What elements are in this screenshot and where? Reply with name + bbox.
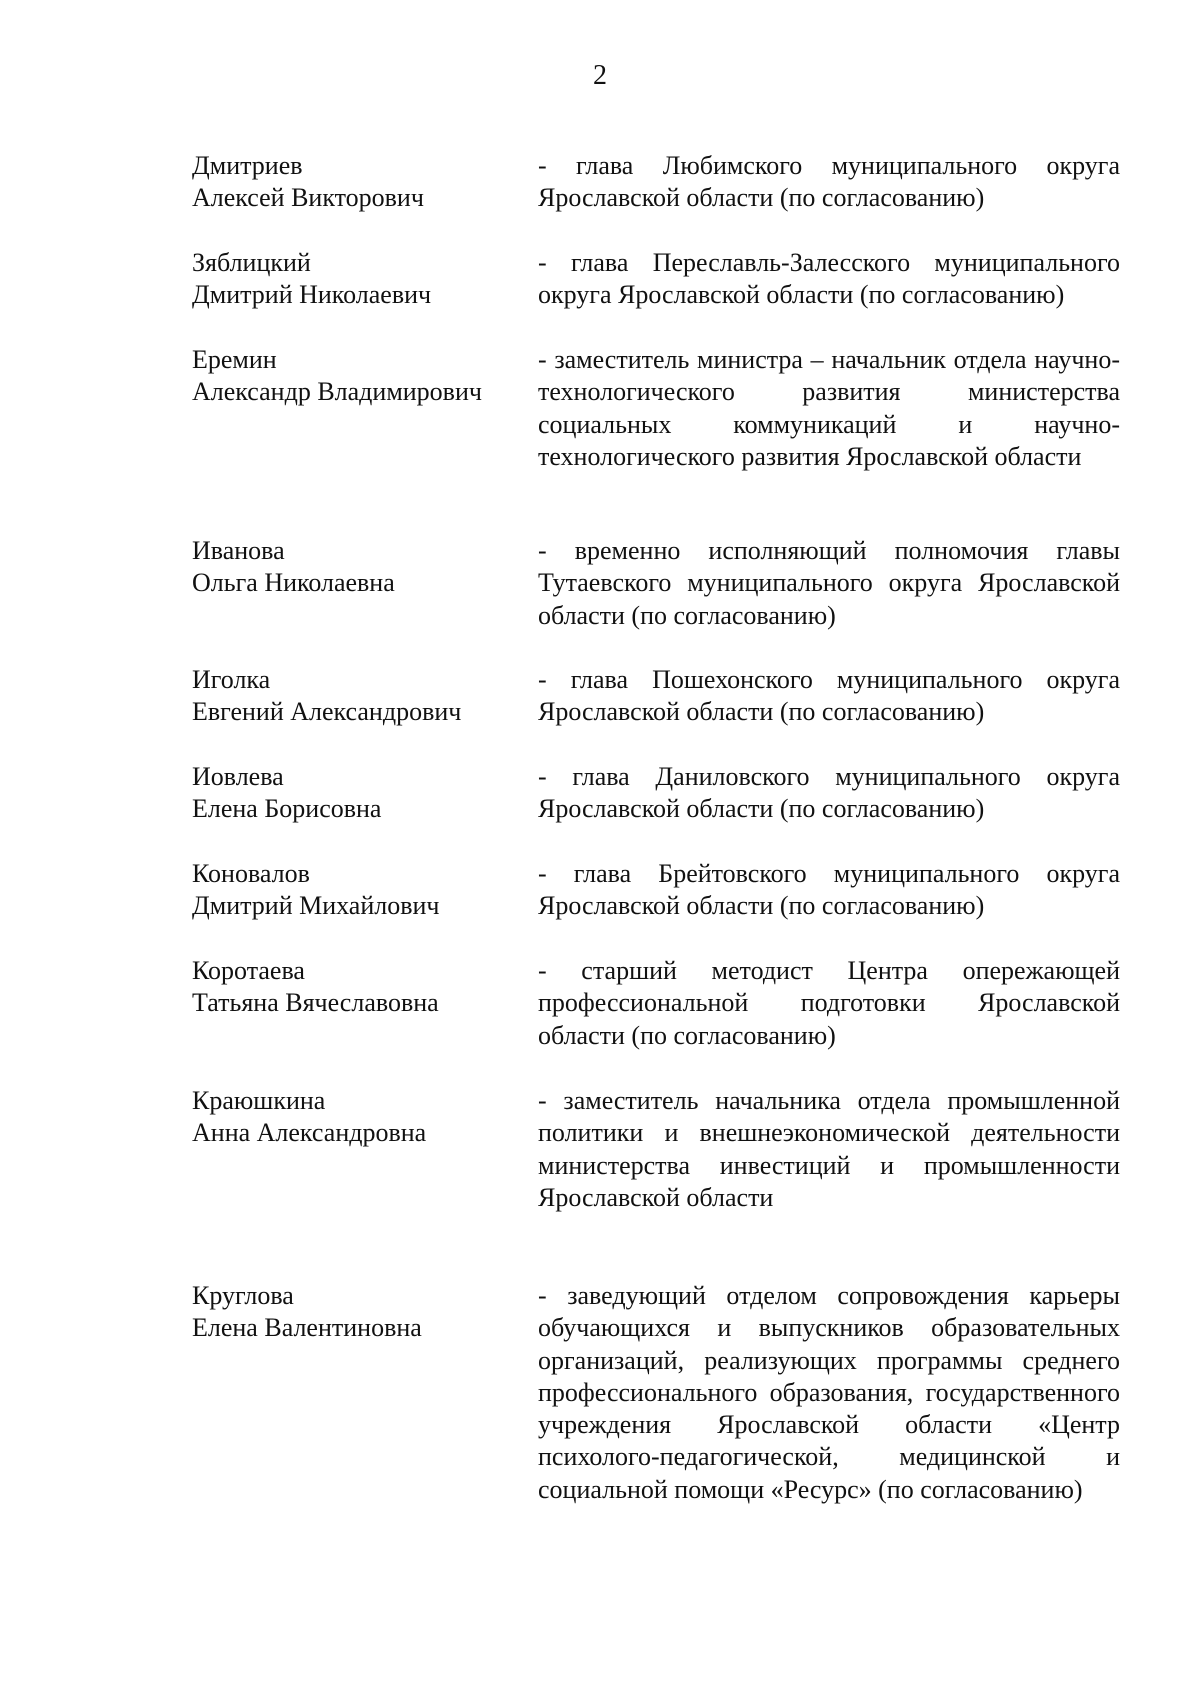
- position-description: - старший методист Центра опережающей профессиональной подготовки Ярославской области (по согласованию): [538, 956, 1120, 1050]
- given-names: Александр Владимирович: [192, 377, 482, 406]
- surname: Коновалов: [192, 859, 310, 888]
- person-name: [192, 761, 527, 825]
- surname: Краюшкина: [192, 1086, 326, 1115]
- given-names: Ольга Николаевна: [192, 568, 395, 597]
- person-name: [192, 1085, 527, 1149]
- surname: Иголка: [192, 665, 271, 694]
- position-description: - заместитель начальника отдела промышленной политики и внешнеэкономической деятельности министерства инвестиций и промышленности Ярославской области: [538, 1086, 1120, 1212]
- surname: Дмитриев: [192, 151, 303, 180]
- person-name: [192, 344, 527, 408]
- surname: Иовлева: [192, 762, 284, 791]
- position-description: - заведующий отделом сопровождения карьеры обучающихся и выпускников образовательных организаций, реализующих программы среднего профессионального образования, государственного учреждения Ярославской области «Центр психолого-педагогической, медицинской и социальной помощи «Ресурс» (по согласованию): [538, 1281, 1120, 1504]
- position-description: - глава Переславль-Залесского муниципального округа Ярославской области (по согласованию): [538, 248, 1120, 310]
- person-name: [192, 955, 527, 1019]
- person-name: [192, 150, 527, 214]
- given-names: Евгений Александрович: [192, 697, 462, 726]
- given-names: Татьяна Вячеславовна: [192, 988, 439, 1017]
- person-name: [192, 535, 527, 599]
- position-description: - глава Любимского муниципального округа Ярославской области (по согласованию): [538, 151, 1120, 213]
- given-names: Елена Борисовна: [192, 794, 382, 823]
- person-name: [192, 247, 527, 311]
- surname: Круглова: [192, 1281, 294, 1310]
- given-names: Елена Валентиновна: [192, 1313, 422, 1342]
- surname: Коротаева: [192, 956, 305, 985]
- surname: Еремин: [192, 345, 277, 374]
- position-description: - глава Брейтовского муниципального округа Ярославской области (по согласованию): [538, 859, 1120, 921]
- person-name: [192, 858, 527, 922]
- position-description: - временно исполняющий полномочия главы Тутаевского муниципального округа Ярославской области (по согласованию): [538, 536, 1120, 630]
- given-names: Анна Александровна: [192, 1118, 427, 1147]
- person-name: [192, 1280, 527, 1344]
- position-description: - глава Пошехонского муниципального округа Ярославской области (по согласованию): [538, 665, 1120, 727]
- position-description: - глава Даниловского муниципального округа Ярославской области (по согласованию): [538, 762, 1120, 824]
- surname: Зяблицкий: [192, 248, 311, 277]
- page-number: 2: [593, 60, 607, 91]
- given-names: Алексей Викторович: [192, 183, 424, 212]
- person-name: [192, 664, 527, 728]
- surname: Иванова: [192, 536, 285, 565]
- given-names: Дмитрий Николаевич: [192, 280, 432, 309]
- given-names: Дмитрий Михайлович: [192, 891, 440, 920]
- position-description: - заместитель министра – начальник отдела научно-технологического развития министерства социальных коммуникаций и научно-технологического развития Ярославской области: [538, 345, 1120, 471]
